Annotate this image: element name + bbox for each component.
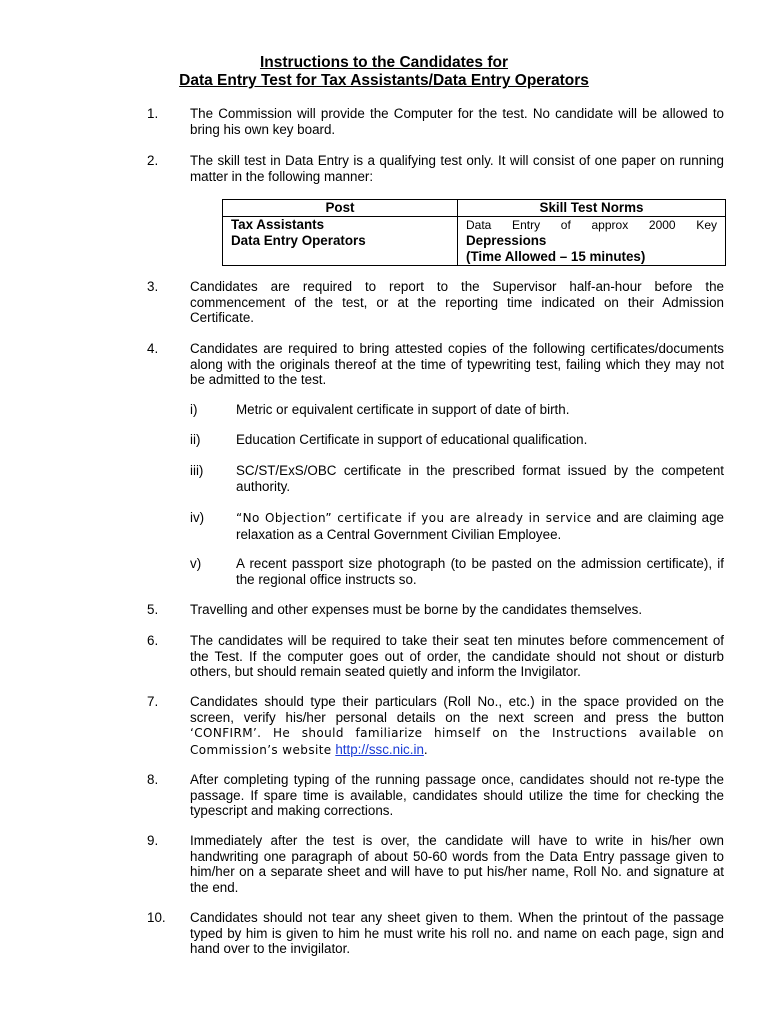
- subitem-number: iii): [190, 463, 204, 478]
- table-cell-posts: [223, 217, 458, 266]
- item-number: 5.: [147, 602, 159, 617]
- norm-line-3: (Time Allowed – 15 minutes): [466, 249, 646, 264]
- subitem-text: Education Certificate in support of educational qualification.: [236, 432, 588, 447]
- item-number: 10.: [147, 910, 166, 925]
- post-data-entry-operators: Data Entry Operators: [231, 233, 366, 248]
- item-number: 7.: [147, 694, 159, 709]
- item-number: 6.: [147, 633, 159, 648]
- table-header-row: [223, 200, 726, 217]
- item-text: The skill test in Data Entry is a qualifying test only. It will consist of one paper on running matter in the following manner:: [190, 153, 724, 184]
- subitem-number: ii): [190, 432, 201, 447]
- item-7-text-before: Candidates should type their particulars (Roll No., etc.) in the space provided on the screen, verify his/her personal details on the next screen and press the button: [190, 694, 724, 725]
- item-number: 2.: [147, 153, 159, 168]
- ssc-website-link[interactable]: http://ssc.nic.in: [335, 741, 424, 757]
- subitem-number: iv): [190, 510, 205, 525]
- subitem-number: v): [190, 556, 202, 571]
- item-text: Candidates should not tear any sheet given to them. When the printout of the passage typed by him is given to him he must write his roll no. and name on each page, sign and hand over to the invigilator.: [190, 910, 724, 956]
- subitem-text: [236, 510, 724, 542]
- item-number: 3.: [147, 279, 159, 294]
- item-text: After completing typing of the running passage once, candidates should not re-type the passage. If spare time is available, candidates should utilize the time for checking the typescript and making corrections.: [190, 772, 724, 818]
- relaxation-text: and are claiming age relaxation as a Central Government Civilian Employee.: [236, 510, 724, 542]
- table-row: [223, 217, 726, 266]
- norm-line-1: Data Entry of approx 2000 Key: [466, 218, 717, 232]
- table-header-norms: Skill Test Norms: [458, 200, 726, 217]
- subitem-text: A recent passport size photograph (to be pasted on the admission certificate), if the regional office instructs so.: [236, 556, 724, 587]
- item-text: The candidates will be required to take their seat ten minutes before commencement of the Test. If the computer goes out of order, the candidate should not shout or disturb others, but should remain seated quietly and inform the Invigilator.: [190, 633, 724, 679]
- norm-line-2: Depressions: [466, 233, 547, 248]
- item-text: Candidates are required to bring attested copies of the following certificates/documents along with the originals thereof at the time of typewriting test, failing which they may not be admitted to the test.: [190, 341, 724, 387]
- post-tax-assistants: Tax Assistants: [231, 217, 325, 232]
- no-objection-text: “No Objection” certificate if you are already in service: [236, 511, 592, 525]
- subitem-text: Metric or equivalent certificate in support of date of birth.: [236, 402, 570, 417]
- item-number: 9.: [147, 833, 159, 848]
- table-header-post: Post: [223, 200, 458, 217]
- document-title-line-2: Data Entry Test for Tax Assistants/Data Entry Operators: [179, 72, 589, 89]
- document-title-line-1: Instructions to the Candidates for: [259, 54, 508, 71]
- item-7-confirm-text: ‘CONFIRM’. He should familiarize himself on the Instructions available on Commission’s website: [190, 726, 724, 757]
- item-text: Travelling and other expenses must be borne by the candidates themselves.: [190, 602, 643, 617]
- subitem-number: i): [190, 402, 198, 417]
- item-text: Immediately after the test is over, the candidate will have to write in his/her own handwriting one paragraph of about 50-60 words from the Data Entry passage given to him/her on a separate sheet and will have to put his/her name, Roll No. and signature at the end.: [190, 833, 724, 895]
- item-text: The Commission will provide the Computer for the test. No candidate will be allowed to bring his own key board.: [190, 106, 724, 137]
- subitem-text: SC/ST/ExS/OBC certificate in the prescribed format issued by the competent authority.: [236, 463, 724, 494]
- item-number: 8.: [147, 772, 159, 787]
- item-text: Candidates are required to report to the Supervisor half-an-hour before the commencement of the test, or at the reporting time indicated on their Admission Certificate.: [190, 279, 724, 325]
- item-7-text-after: .: [423, 741, 428, 757]
- item-number: 1.: [147, 106, 159, 121]
- item-text: [190, 694, 724, 758]
- table-cell-norms: [458, 217, 726, 266]
- item-number: 4.: [147, 341, 159, 356]
- skill-test-norms-table: [222, 199, 726, 266]
